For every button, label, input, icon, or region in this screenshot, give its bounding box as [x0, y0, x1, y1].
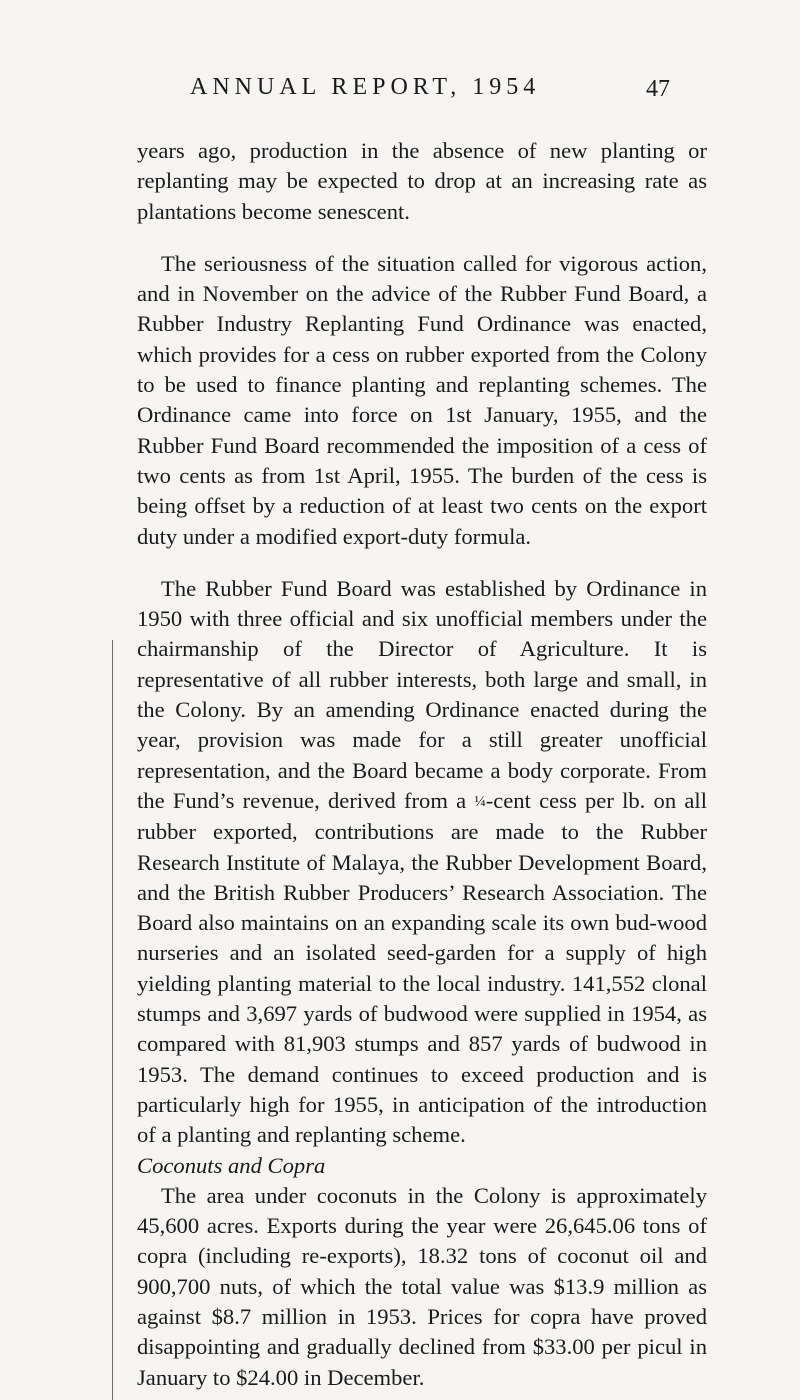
paragraph-coconuts: The area under coconuts in the Colony is approximately 45,600 acres. Exports during the year were 26,645.06 tons of copra (including re-exports), 18.32 tons of coconut oil and 900,700 nuts, of which the total value was $13.9 million as against $8.7 million in 1953. Prices for copra have proved disappointing and gradually declined from $33.00 per picul in January to $24.00 in December. — [137, 1182, 707, 1390]
margin-rule — [112, 640, 113, 1400]
paragraph-rubber-fund-board — [137, 574, 707, 1151]
paragraph-replanting-ordinance: The seriousness of the situation called for vigorous action, and in November on the advice of the Rubber Fund Board, a Rubber Industry Replanting Fund Ordinance was enacted, which provides for a cess on rubber exported from the Colony to be used to finance planting and replanting schemes. The Ordinance came into force on 1st January, 1955, and the Rubber Fund Board recommended the imposition of a cess of two cents as from 1st April, 1955. The burden of the cess is being offset by a reduction of at least two cents on the export duty under a modified export-duty formula. — [137, 250, 707, 549]
rubber-board-text-start: The Rubber Fund Board was established by Ordinance in 1950 with three official and six unofficial members under the chairmanship of the Director of Agriculture. It is representative of all rubber interests, both large and small, in the Colony. By an amending Ordinance enacted during the year, provision was made for a still greater unofficial representation, and the Board became a body corporate. From the Fund’s revenue, derived from a — [137, 575, 707, 813]
rubber-board-text-end: -cent cess per lb. on all rubber exported, contributions are made to the Rubber Research Institute of Malaya, the Rubber Development Board, and the British Rubber Producers’ Research Association. The Board also maintains on an expanding scale its own bud-wood nurseries and an isolated seed-garden for a supply of high yielding planting material to the local industry. 141,552 clonal stumps and 3,697 yards of budwood were supplied in 1954, as compared with 81,903 stumps and 857 yards of budwood in 1953. The demand continues to exceed production and is particularly high for 1955, in anticipation of the introduction of a planting and replanting scheme. — [137, 787, 707, 1148]
quarter-fraction: ¼ — [474, 793, 486, 810]
page-number: 47 — [646, 76, 670, 102]
paragraph-continuation: years ago, production in the absence of new planting or replanting may be expected to drop at an increasing rate as plantations become senescent. — [137, 138, 707, 224]
section-heading-coconuts: Coconuts and Copra — [137, 1152, 326, 1178]
page-header — [190, 70, 670, 110]
body-text — [137, 136, 707, 1393]
running-head: ANNUAL REPORT, 1954 — [190, 74, 541, 100]
